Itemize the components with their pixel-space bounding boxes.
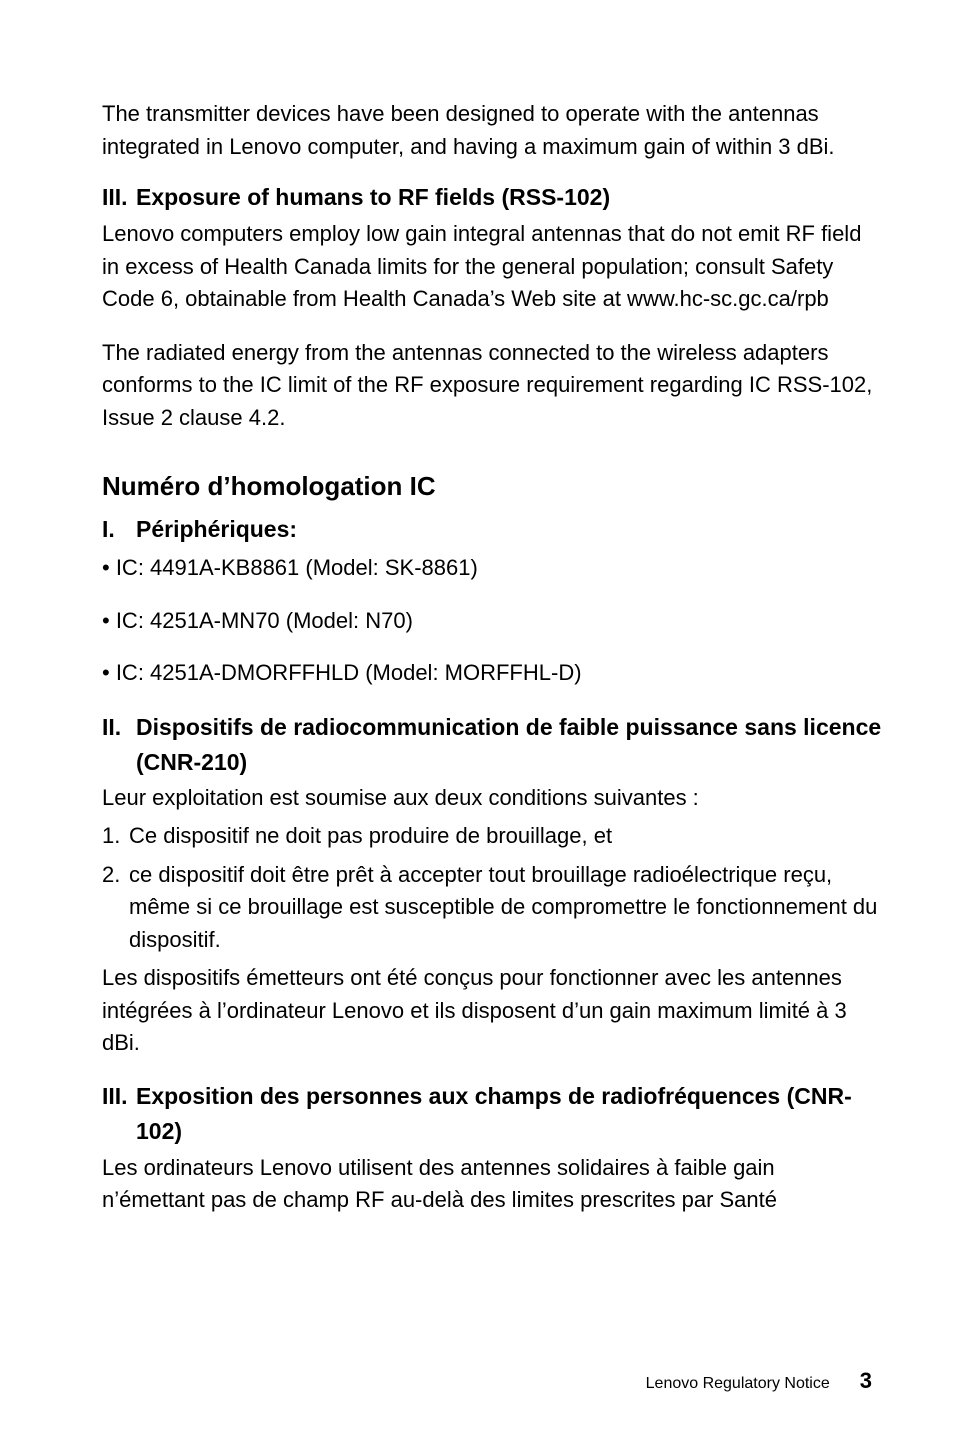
heading-peripheriques	[102, 512, 882, 547]
heading-dispositifs-cnr210	[102, 710, 882, 780]
device-item: • IC: 4491A-KB8861 (Model: SK-8861)	[102, 555, 478, 580]
paragraph-radiated-energy: The radiated energy from the antennas connected to the wireless adapters conforms to the IC limit of the RF exposure requirement regarding IC RSS-102, Issue 2 clause 4.2.	[102, 339, 873, 430]
paragraph-emetteurs-gain: Les dispositifs émetteurs ont été conçus pour fonctionner avec les antennes intégrées à l’ordinateur Lenovo et ils disposent d’un gain maximum limité à 3 dBi.	[102, 965, 847, 1055]
paragraph-ordinateurs-lenovo: Les ordinateurs Lenovo utilisent des antennes solidaires à faible gain n’émettant pas de champ RF au-delà des limites prescrites par Santé	[102, 1154, 777, 1212]
list-text: ce dispositif doit être prêt à accepter tout brouillage radioélectrique reçu, même si ce brouillage est susceptible de compromettre le fonctionnement du dispositif.	[129, 861, 878, 952]
heading-text: Exposure of humans to RF fields (RSS-102)	[136, 184, 611, 210]
heading-number: I.	[102, 516, 115, 542]
list-number: 1.	[102, 823, 121, 848]
heading-text: Dispositifs de radiocommunication de faible puissance sans licence (CNR-210)	[136, 713, 882, 775]
document-body	[102, 98, 882, 1217]
heading-text: Exposition des personnes aux champs de radiofréquences (CNR-102)	[136, 1082, 852, 1144]
heading-exposition-cnr102	[102, 1079, 882, 1149]
heading-numero-homologation: Numéro d’homologation IC	[102, 471, 436, 501]
page-footer	[646, 1368, 872, 1394]
condition-item-2	[102, 859, 882, 957]
device-item: • IC: 4251A-DMORFFHLD (Model: MORFFHL-D)	[102, 660, 582, 685]
page-number: 3	[859, 1368, 872, 1393]
heading-exposure-rss102	[102, 180, 882, 215]
list-number: 2.	[102, 861, 121, 887]
condition-item-1	[102, 820, 882, 853]
device-item: • IC: 4251A-MN70 (Model: N70)	[102, 607, 413, 633]
paragraph-health-canada: Lenovo computers employ low gain integral antennas that do not emit RF field in excess of Health Canada limits for the general population; consult Safety Code 6, obtainable from Health Canada’s Web site at www.hc-sc.gc.ca/rpb	[102, 221, 862, 311]
footer-label: Lenovo Regulatory Notice	[645, 1375, 830, 1392]
paragraph-antenna-gain: The transmitter devices have been designed to operate with the antennas integrated in Lenovo computer, and having a maximum gain of within 3 dBi.	[102, 101, 835, 159]
heading-number: III.	[102, 1082, 128, 1109]
heading-text: Périphériques:	[136, 516, 298, 542]
heading-number: II.	[102, 713, 122, 740]
list-text: Ce dispositif ne doit pas produire de brouillage, et	[129, 823, 613, 848]
paragraph-conditions-intro: Leur exploitation est soumise aux deux conditions suivantes :	[102, 784, 699, 810]
heading-number: III.	[102, 184, 128, 210]
